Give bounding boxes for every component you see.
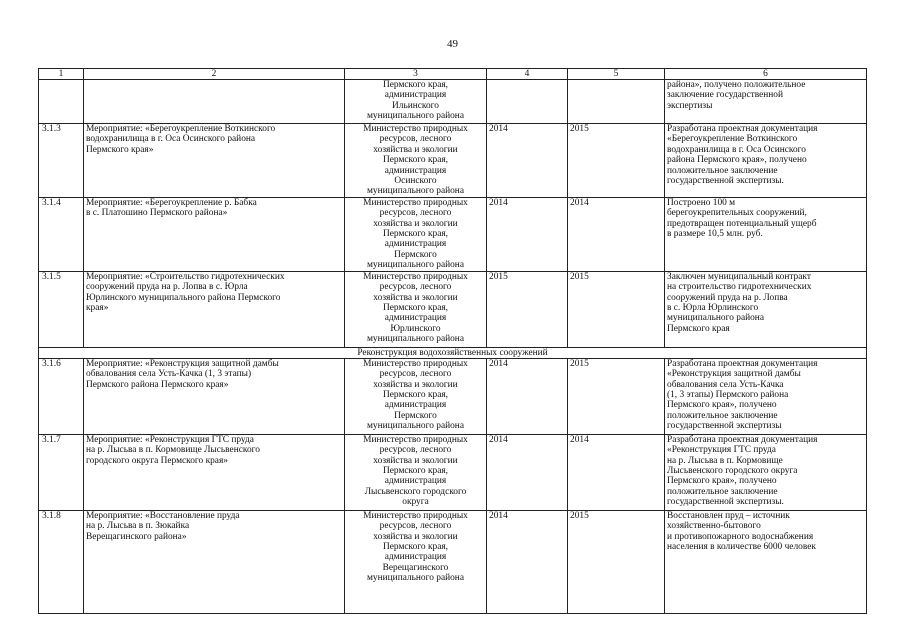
table-row: [39, 434, 867, 510]
cell-end: 2015: [568, 358, 665, 434]
cell-end: [568, 80, 665, 124]
measures-table: [38, 68, 867, 614]
cell-num: 3.1.6: [39, 358, 84, 434]
cell-event: Мероприятие: «Реконструкция ГТС пруда на р. Лысьва в п. Кормовище Лысьвенского городского округа Пермского края»: [84, 434, 345, 510]
cell-responsible: Министерство природных ресурсов, лесного хозяйства и экологии Пермского края, администрация Лысьвенского городского округа: [345, 434, 487, 510]
table-row: [39, 510, 867, 613]
cell-responsible: Министерство природных ресурсов, лесного хозяйства и экологии Пермского края, администрация Пермского муниципального района: [345, 358, 487, 434]
cell-event: [84, 80, 345, 124]
table-row: [39, 124, 867, 198]
cell-num: 3.1.5: [39, 271, 84, 347]
cell-event: Мероприятие: «Реконструкция защитной дамбы обвалования села Усть-Качка (1, 3 этапы) Пермского района Пермского края»: [84, 358, 345, 434]
column-header: 6: [665, 69, 867, 80]
cell-start: 2015: [487, 271, 568, 347]
cell-start: 2014: [487, 197, 568, 271]
column-header: 1: [39, 69, 84, 80]
cell-start: 2014: [487, 124, 568, 198]
cell-start: [487, 80, 568, 124]
continuation-row: [39, 80, 867, 124]
cell-end: 2015: [568, 271, 665, 347]
cell-responsible: Министерство природных ресурсов, лесного хозяйства и экологии Пермского края, администрация Юрлинского муниципального района: [345, 271, 487, 347]
cell-event: Мероприятие: «Восстановление пруда на р. Лысьва в п. Зюкайка Верещагинского района»: [84, 510, 345, 613]
cell-start: 2014: [487, 510, 568, 613]
column-number-row: [39, 69, 867, 80]
cell-responsible: Министерство природных ресурсов, лесного хозяйства и экологии Пермского края, администрация Верещагинского муниципального района: [345, 510, 487, 613]
cell-end: 2015: [568, 510, 665, 613]
cell-start: 2014: [487, 434, 568, 510]
page-number: 49: [447, 38, 458, 50]
section-title: Реконструкция водохозяйственных сооружений: [39, 347, 867, 358]
cell-start: 2014: [487, 358, 568, 434]
cell-num: 3.1.8: [39, 510, 84, 613]
column-header: 2: [84, 69, 345, 80]
cell-result: Разработана проектная документация «Берегоукрепление Воткинского водохранилища в г. Оса Осинского района Пермского края», получено положительное заключение государственной экспертизы.: [665, 124, 867, 198]
cell-responsible: Министерство природных ресурсов, лесного хозяйства и экологии Пермского края, администрация Осинского муниципального района: [345, 124, 487, 198]
cell-event: Мероприятие: «Строительство гидротехнических сооружений пруда на р. Лопва в с. Юрла Юрлинского муниципального района Пермского края»: [84, 271, 345, 347]
column-header: 3: [345, 69, 487, 80]
cell-end: 2014: [568, 197, 665, 271]
cell-responsible: Министерство природных ресурсов, лесного хозяйства и экологии Пермского края, администрация Пермского муниципального района: [345, 197, 487, 271]
cell-end: 2014: [568, 434, 665, 510]
table-row: [39, 358, 867, 434]
cell-num: 3.1.7: [39, 434, 84, 510]
table-row: [39, 197, 867, 271]
cell-num: 3.1.3: [39, 124, 84, 198]
cell-result: Восстановлен пруд – источник хозяйственно-бытового и противопожарного водоснабжения населения в количестве 6000 человек: [665, 510, 867, 613]
cell-result: Построено 100 м берегоукрепительных сооружений, предотвращен потенциальный ущерб в размере 10,5 млн. руб.: [665, 197, 867, 271]
table-row: [39, 271, 867, 347]
cell-end: 2015: [568, 124, 665, 198]
cell-event: Мероприятие: «Берегоукрепление Воткинского водохранилища в г. Оса Осинского района Пермского края»: [84, 124, 345, 198]
cell-responsible: Пермского края, администрация Ильинского муниципального района: [345, 80, 487, 124]
cell-result: Заключен муниципальный контракт на строительство гидротехнических сооружений пруда на р. Лопва в с. Юрла Юрлинского муниципального района Пермского края: [665, 271, 867, 347]
cell-num: 3.1.4: [39, 197, 84, 271]
column-header: 5: [568, 69, 665, 80]
column-header: 4: [487, 69, 568, 80]
cell-result: района», получено положительное заключение государственной экспертизы: [665, 80, 867, 124]
cell-event: Мероприятие: «Берегоукрепление р. Бабка в с. Платошино Пермского района»: [84, 197, 345, 271]
cell-result: Разработана проектная документация «Реконструкция ГТС пруда на р. Лысьва в п. Кормовище Лысьвенского городского округа Пермского края», получено положительное заключение государственной экспертизы.: [665, 434, 867, 510]
cell-result: Разработана проектная документация «Реконструкция защитной дамбы обвалования села Усть-Качка (1, 3 этапы) Пермского района Пермского края», получено положительное заключение государственной экспертизы: [665, 358, 867, 434]
cell-num: [39, 80, 84, 124]
section-row: [39, 347, 867, 358]
